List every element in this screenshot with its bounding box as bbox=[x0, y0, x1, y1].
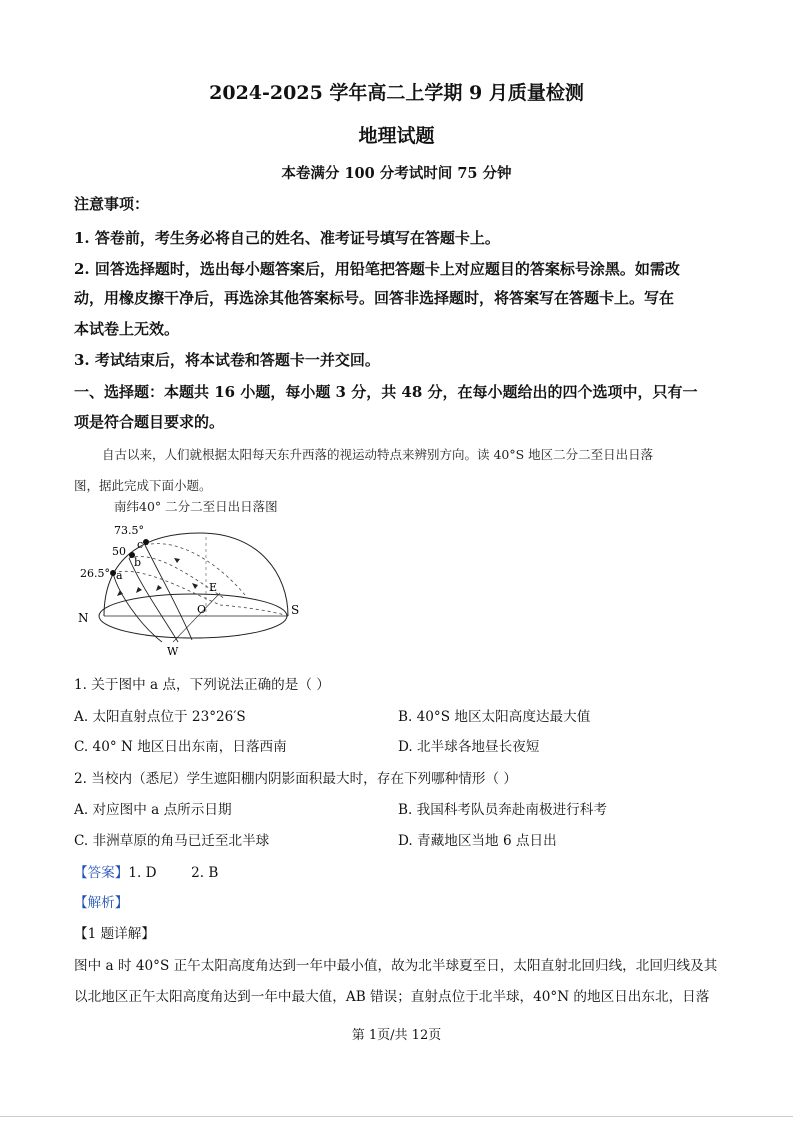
subject-title: 地理试题 bbox=[358, 125, 435, 147]
east-west-axis bbox=[173, 593, 220, 642]
q2-option-d: D. 青藏地区当地 6 点日出 bbox=[398, 833, 557, 849]
section-line-1: 一、选择题：本题共 16 小题，每小题 3 分，共 48 分，在每小题给出的四个选项中，只有一 bbox=[74, 383, 698, 401]
q2-option-a: A. 对应图中 a 点所示日期 bbox=[74, 802, 232, 818]
label-east: E bbox=[209, 581, 218, 594]
celestial-dome bbox=[104, 533, 288, 616]
q2-stem: 2. 当校内（悉尼）学生遮阳棚内阴影面积最大时，存在下列哪种情形（ ） bbox=[74, 771, 518, 787]
label-north: N bbox=[78, 611, 89, 625]
analysis-tag: 【解析】 bbox=[74, 895, 129, 911]
sun-path-b bbox=[129, 558, 178, 642]
notice-line-3: 3. 考试结束后，将本试卷和答题卡一并交回。 bbox=[74, 351, 380, 369]
label-center: O bbox=[197, 603, 207, 616]
arrow-back-1 bbox=[192, 583, 198, 589]
back-horizon-dashed bbox=[220, 605, 285, 615]
sun-path-c bbox=[145, 545, 192, 640]
label-73-5: 73.5° bbox=[114, 524, 144, 537]
notice-line-2c: 本试卷上无效。 bbox=[74, 320, 180, 338]
detail-heading: 【1 题详解】 bbox=[74, 926, 155, 942]
notice-line-1: 1. 答卷前，考生务必将自己的姓名、准考证号填写在答题卡上。 bbox=[74, 229, 500, 247]
intro-line-2: 图，据此完成下面小题。 bbox=[74, 478, 212, 493]
sun-path-a bbox=[113, 573, 162, 642]
label-26-5: 26.5° bbox=[80, 567, 110, 580]
label-b: b bbox=[134, 556, 142, 569]
arrow-b bbox=[136, 587, 142, 593]
label-50: 50 bbox=[112, 545, 126, 558]
section-line-2: 项是符合题目要求的。 bbox=[74, 413, 225, 431]
intro-line-1: 自古以来，人们就根据太阳每天东升西落的视运动特点来辨别方向。读 40°S 地区二分二至日出日落 bbox=[102, 447, 654, 462]
arrow-back-2 bbox=[174, 558, 180, 563]
notice-line-2a: 2. 回答选择题时，选出每小题答案后，用铅笔把答题卡上对应题目的答案标号涂黑。如需改 bbox=[74, 260, 680, 278]
label-a: a bbox=[116, 569, 123, 582]
answer-line bbox=[74, 861, 218, 881]
analysis-line-2: 以北地区正午太阳高度角达到一年中最大值，AB 错误；直射点位于北半球，40°N 的地区日出东北，日落 bbox=[74, 989, 710, 1005]
q1-stem: 1. 关于图中 a 点，下列说法正确的是（ ） bbox=[74, 677, 330, 693]
q2-option-b: B. 我国科考队员奔赴南极进行科考 bbox=[398, 802, 607, 818]
q2-option-c: C. 非洲草原的角马已迁至北半球 bbox=[74, 833, 270, 849]
page-title: 2024-2025 学年高二上学期 9 月质量检测 bbox=[209, 82, 584, 104]
figure-title: 南纬40° 二分二至日出日落图 bbox=[114, 499, 278, 514]
notice-line-2b: 动，用橡皮擦干净后，再选涂其他答案标号。回答非选择题时，将答案写在答题卡上。写在 bbox=[74, 289, 675, 307]
arrow-c bbox=[156, 585, 162, 591]
q1-option-a: A. 太阳直射点位于 23°26′S bbox=[74, 709, 246, 725]
notice-heading: 注意事项： bbox=[74, 195, 150, 213]
analysis-line-1: 图中 a 时 40°S 正午太阳高度角达到一年中最小值，故为北半球夏至日，太阳直射北回归线，北回归线及其 bbox=[74, 958, 718, 974]
label-c: c bbox=[137, 538, 144, 551]
q1-option-d: D. 北半球各地昼长夜短 bbox=[398, 739, 540, 755]
bottom-divider bbox=[0, 1116, 793, 1117]
page-number: 第 1页/共 12页 bbox=[351, 1028, 442, 1043]
answer-text: 1. D 2. B bbox=[128, 865, 219, 881]
label-west: W bbox=[167, 645, 179, 658]
answer-tag: 【答案】 bbox=[74, 865, 129, 881]
sunrise-sunset-diagram bbox=[70, 495, 310, 660]
q1-option-c: C. 40° N 地区日出东南，日落西南 bbox=[74, 739, 287, 755]
exam-info: 本卷满分 100 分考试时间 75 分钟 bbox=[281, 165, 512, 182]
sun-point-c bbox=[143, 539, 149, 545]
q1-option-b: B. 40°S 地区太阳高度达最大值 bbox=[398, 709, 591, 725]
label-south: S bbox=[291, 603, 300, 617]
